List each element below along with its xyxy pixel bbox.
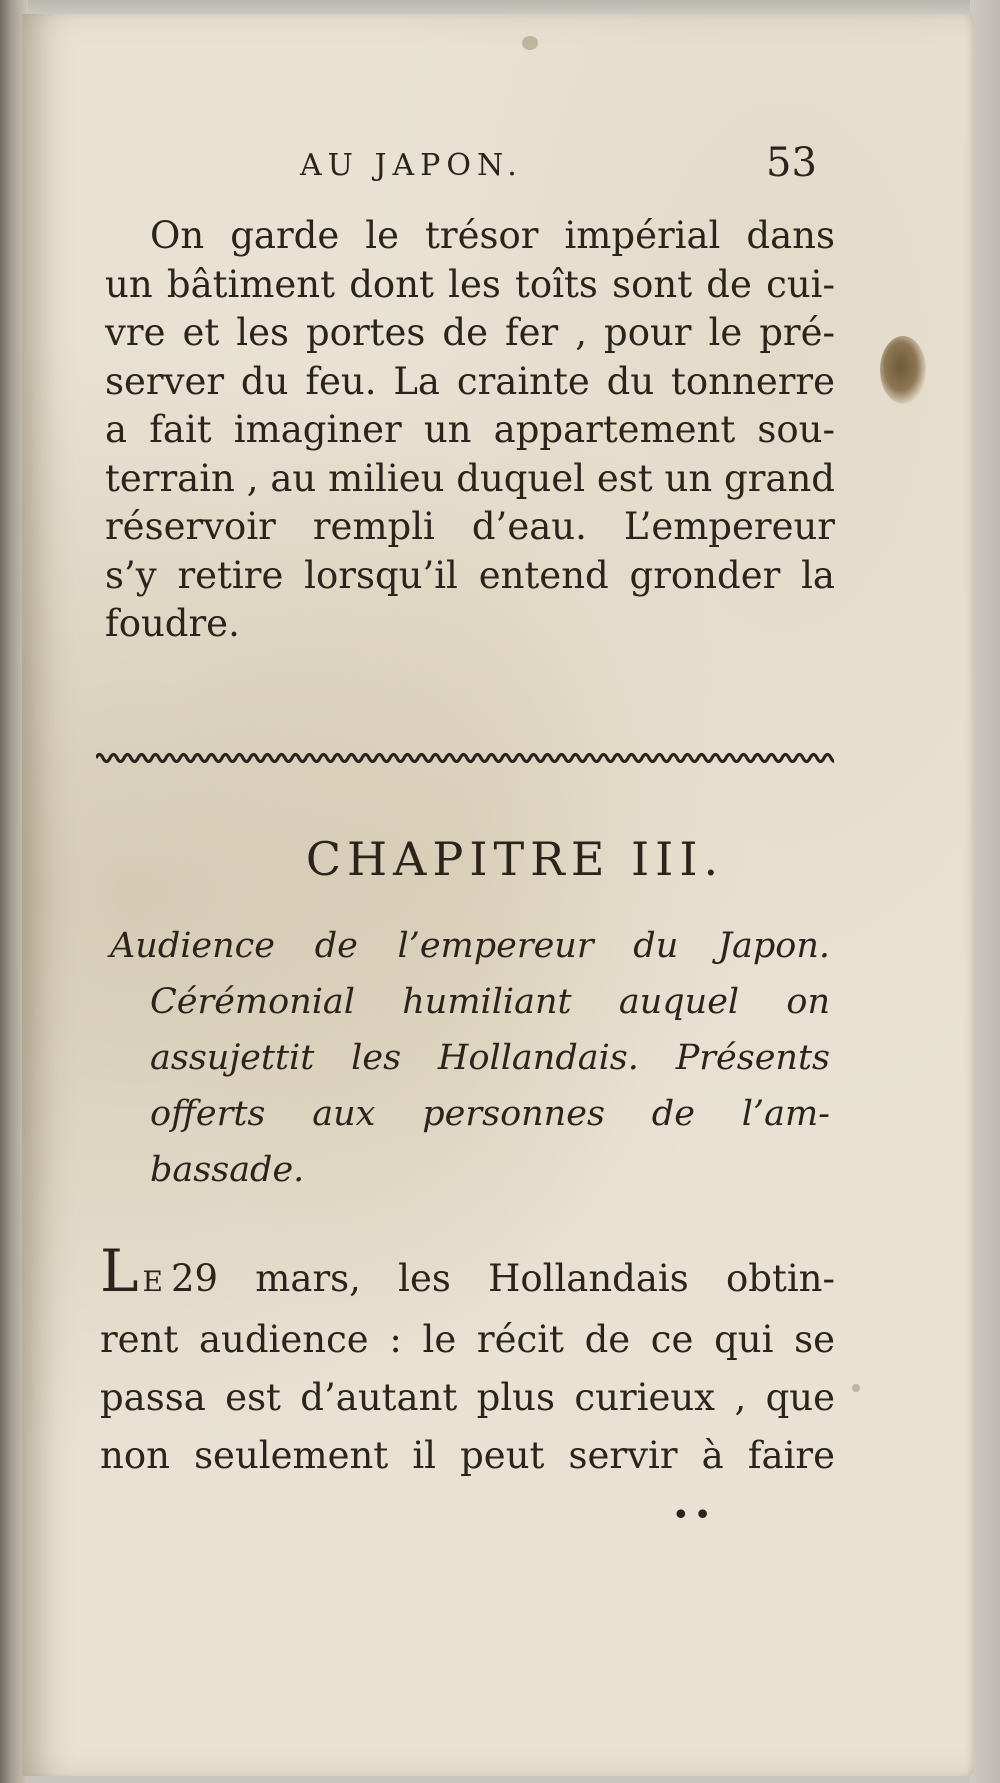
paragraph-line: un bâtiment dont les toîts sont de cui- (105, 262, 835, 306)
page-stain (880, 336, 926, 404)
paragraph-line: s’y retire lorsqu’il entend gronder la (105, 553, 835, 597)
page-number: 53 (766, 140, 817, 186)
ornamental-divider (96, 748, 834, 768)
summary-line: Audience de l’empereur du Japon. (110, 926, 830, 966)
body-line: non seulement il peut servir à faire (100, 1434, 835, 1477)
paragraph-line: a fait imaginer un appartement sou- (105, 408, 835, 451)
paragraph-line: terrain , au milieu duquel est un grand (105, 456, 835, 500)
body-line: passa est d’autant plus curieux , que (100, 1376, 835, 1419)
background-right (970, 0, 1000, 1783)
paragraph-line: On garde le trésor impérial dans (150, 214, 835, 257)
foxing-spot (852, 1384, 860, 1392)
summary-line: bassade. (150, 1150, 305, 1190)
summary-line: offerts aux personnes de l’am- (150, 1094, 830, 1134)
chapter-summary (110, 918, 830, 1198)
paragraph-line: foudre. (105, 602, 240, 645)
body-first-line (100, 1237, 835, 1311)
foxing-spot (522, 36, 538, 50)
small-cap: E (142, 1265, 165, 1298)
summary-line: assujettit les Hollandais. Présents (150, 1038, 830, 1078)
signature-mark: •• (672, 1498, 716, 1533)
paragraph-line: réservoir rempli d’eau. L’empereur (105, 505, 835, 548)
running-head: AU JAPON. (300, 148, 523, 183)
body-line-rest: 29 mars, les Hollandais obtin- (170, 1257, 835, 1300)
paragraph-line: server du feu. La crainte du tonnerre (105, 359, 835, 403)
summary-line: Cérémonial humiliant auquel on (150, 982, 830, 1022)
body-paragraph (100, 1237, 835, 1485)
paragraph (105, 212, 835, 649)
chapter-heading: CHAPITRE III. (305, 832, 725, 886)
paragraph-line: vre et les portes de fer , pour le pré- (105, 311, 835, 354)
body-line: rent audience : le récit de ce qui se (100, 1318, 835, 1361)
drop-cap: L (100, 1237, 139, 1305)
